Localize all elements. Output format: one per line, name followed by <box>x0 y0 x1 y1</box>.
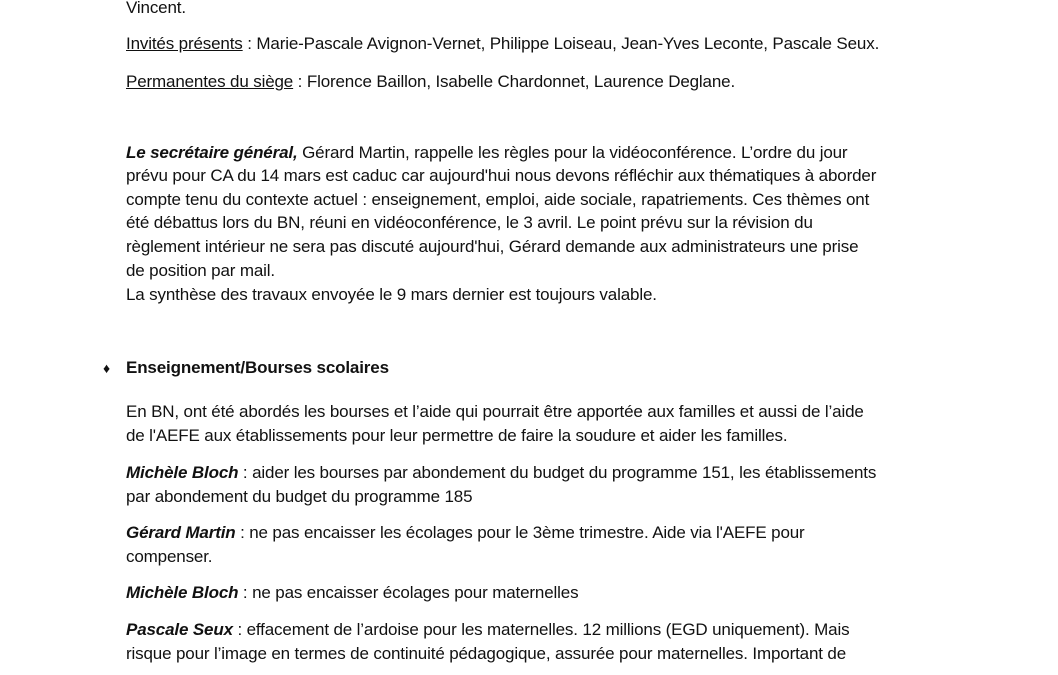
secretary-line-6 <box>126 259 275 282</box>
invites-line <box>126 32 879 55</box>
entry-speaker: Michèle Bloch <box>126 583 239 602</box>
entry-line <box>126 618 849 641</box>
invites-label: Invités présents <box>126 34 243 53</box>
secretary-line-4 <box>126 211 813 234</box>
secretary-line-3 <box>126 188 869 211</box>
entry-text: : effacement de l’ardoise pour les maternelles. 12 millions (EGD uniquement). Mais <box>232 620 850 639</box>
entry-text: compenser. <box>126 547 213 566</box>
secretary-line-5 <box>126 235 858 258</box>
entry-line <box>126 521 805 544</box>
entry-line <box>126 581 578 604</box>
secretary-text-1: Gérard Martin, rappelle les règles pour la vidéoconférence. L’ordre du jour <box>297 143 848 162</box>
entry-text: : ne pas encaisser les écolages pour le 3ème trimestre. Aide via l'AEFE pour <box>235 523 805 542</box>
section-title <box>126 356 389 379</box>
entry-speaker: Gérard Martin <box>126 523 236 542</box>
permanentes-label: Permanentes du siège <box>126 72 294 91</box>
section-title-text: Enseignement/Bourses scolaires <box>126 358 389 377</box>
secretary-text-2: prévu pour CA du 14 mars est caduc car aujourd'hui nous devons réfléchir aux thématiques à aborder <box>126 166 877 185</box>
permanentes-line <box>126 70 735 93</box>
entry-line <box>126 642 846 665</box>
top-fragment <box>126 0 186 19</box>
secretary-speaker: Le secrétaire général, <box>126 143 298 162</box>
invites-text: : Marie-Pascale Avignon-Vernet, Philippe Loiseau, Jean-Yves Leconte, Pascale Seux. <box>242 34 880 53</box>
secretary-line-2 <box>126 164 876 187</box>
secretary-text-3: compte tenu du contexte actuel : enseignement, emploi, aide sociale, rapatriements. Ces thèmes ont <box>126 190 870 209</box>
secretary-text-5: règlement intérieur ne sera pas discuté aujourd'hui, Gérard demande aux administrateurs une prise <box>126 237 859 256</box>
intro-text-2: de l'AEFE aux établissements pour leur permettre de faire la soudure et aider les familles. <box>126 426 788 445</box>
intro-text-1: En BN, ont été abordés les bourses et l’aide qui pourrait être apportée aux familles et aussi de l’aide <box>126 402 864 421</box>
entry-speaker: Michèle Bloch <box>126 463 239 482</box>
entry-text: par abondement du budget du programme 185 <box>126 487 473 506</box>
entry-line <box>126 485 472 508</box>
entry-text: : ne pas encaisser écolages pour maternelles <box>238 583 579 602</box>
top-fragment-text: Vincent. <box>126 0 186 17</box>
entry-speaker: Pascale Seux <box>126 620 233 639</box>
intro-line-1 <box>126 400 864 423</box>
secretary-text-6: de position par mail. <box>126 261 275 280</box>
secretary-text-4: été débattus lors du BN, réuni en vidéoconférence, le 3 avril. Le point prévu sur la révision du <box>126 213 813 232</box>
entry-line <box>126 545 212 568</box>
section-bullet: ♦ <box>103 360 111 376</box>
secretary-text-7: La synthèse des travaux envoyée le 9 mars dernier est toujours valable. <box>126 285 657 304</box>
entry-text: : aider les bourses par abondement du budget du programme 151, les établissements <box>238 463 877 482</box>
secretary-line-1 <box>126 141 847 164</box>
intro-line-2 <box>126 424 787 447</box>
secretary-line-7 <box>126 283 657 306</box>
entry-text: risque pour l’image en termes de continuité pédagogique, assurée pour maternelles. Important de <box>126 644 847 663</box>
entry-line <box>126 461 876 484</box>
permanentes-text: : Florence Baillon, Isabelle Chardonnet, Laurence Deglane. <box>293 72 736 91</box>
